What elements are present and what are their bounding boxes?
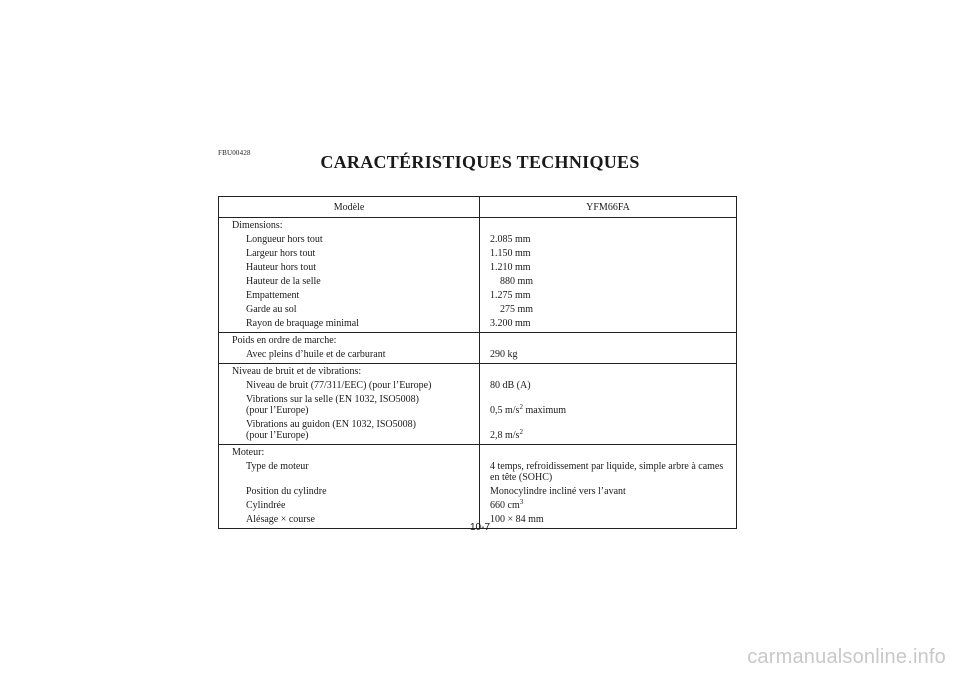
section-bruit [219, 364, 736, 445]
model-label: Modèle [219, 197, 480, 217]
page-number: 10-7 [469, 522, 490, 533]
spec-label: Vibrations sur la selle (EN 1032, ISO5008) [246, 394, 419, 405]
spec-label: Largeur hors tout [246, 248, 316, 259]
spec-value: 0,5 $m/s^2$ maximum [490, 403, 567, 416]
document-code: FBU00428 [218, 149, 251, 157]
section-poids [219, 333, 736, 364]
spec-value: 290 kg [490, 349, 518, 360]
spec-label: (pour l’Europe) [246, 430, 309, 441]
spec-label: Hauteur hors tout [246, 262, 316, 273]
section-heading: Dimensions: [232, 220, 283, 231]
spec-label: Rayon de braquage minimal [246, 318, 360, 329]
section-dimensions [219, 218, 736, 333]
spec-label: Niveau de bruit (77/311/EEC) (pour l’Europe) [246, 380, 432, 391]
spec-value: 3.200 mm [490, 318, 531, 329]
spec-label: Avec pleins d’huile et de carburant [246, 349, 386, 360]
table-header [219, 197, 736, 218]
spec-value: 80 dB (A) [490, 380, 531, 391]
section-heading: Niveau de bruit et de vibrations: [232, 366, 362, 377]
spec-label: Alésage × course [246, 514, 315, 525]
spec-value: 1.275 mm [490, 290, 531, 301]
watermark: carmanualsonline.info [747, 646, 946, 668]
spec-value: 2,8 $m/s^2$ [490, 428, 523, 441]
page-title: CARACTÉRISTIQUES TECHNIQUES [320, 152, 640, 172]
spec-value: 660 $cm^3$ [490, 498, 524, 511]
spec-label: Cylindrée [246, 500, 286, 511]
section-heading: Poids en ordre de marche: [232, 335, 337, 346]
spec-value: en tête (SOHC) [490, 472, 553, 483]
spec-label: (pour l’Europe) [246, 405, 309, 416]
spec-value: 2.085 mm [490, 234, 531, 245]
spec-value: 4 temps, refroidissement par liquide, simple arbre à cames [490, 461, 724, 472]
spec-value: 100 × 84 mm [490, 514, 544, 525]
spec-label: Empattement [246, 290, 300, 301]
spec-label: Vibrations au guidon (EN 1032, ISO5008) [246, 419, 416, 430]
spec-label: Type de moteur [246, 461, 309, 472]
spec-value: Monocylindre incliné vers l’avant [490, 486, 626, 497]
spec-value: 1.150 mm [490, 248, 531, 259]
model-value: YFM66FA [586, 201, 630, 213]
section-moteur [219, 445, 736, 528]
spec-label: Longueur hors tout [246, 234, 323, 245]
spec-label: Position du cylindre [246, 486, 327, 497]
section-heading: Moteur: [232, 447, 265, 458]
spec-label: Garde au sol [246, 304, 297, 315]
spec-label: Hauteur de la selle [246, 276, 321, 287]
spec-value: 1.210 mm [490, 262, 531, 273]
spec-value: 275 mm [500, 304, 534, 315]
spec-value: 880 mm [500, 276, 534, 287]
spec-table [218, 196, 737, 529]
